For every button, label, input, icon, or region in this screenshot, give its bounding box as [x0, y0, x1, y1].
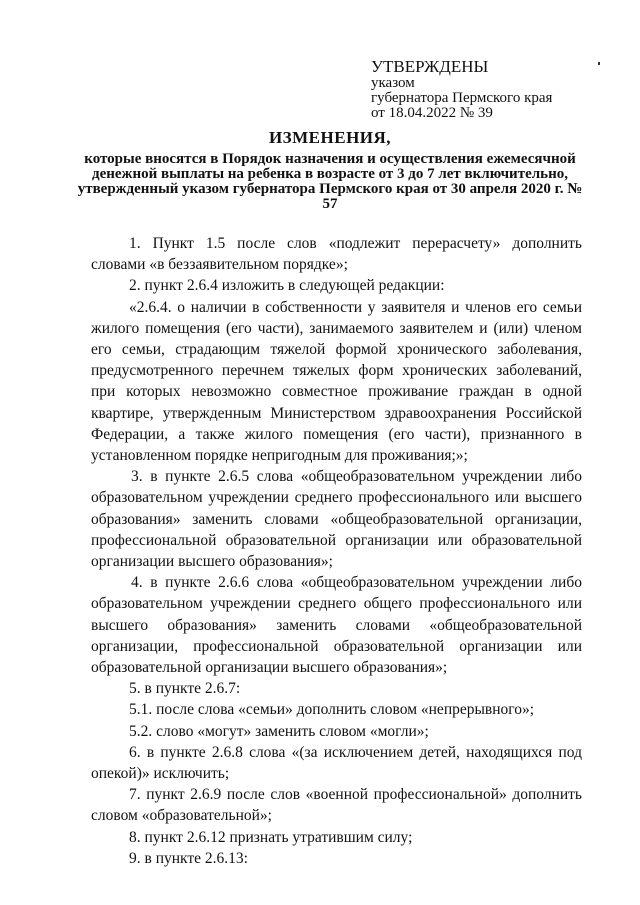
item-5: 5. в пункте 2.6.7: [129, 680, 241, 698]
approval-decree: указом [371, 75, 415, 91]
scan-speck [598, 62, 600, 65]
item-8: 8. пункт 2.6.12 признать утратившим силу; [129, 828, 413, 846]
approval-title: УТВЕРЖДЕНЫ [371, 57, 489, 76]
item-1: 1. Пункт 1.5 после слов «подлежит перерасчету» дополнить словами «в беззаявительном порядке»; [91, 235, 582, 274]
document-title: ИЗМЕНЕНИЯ, [268, 128, 392, 147]
item-7: 7. пункт 2.6.9 после слов «военной профессиональной» дополнить словом «образовательной»; [91, 786, 582, 825]
document-body [91, 233, 582, 869]
document-heading [70, 128, 590, 212]
item-3: 3. в пункте 2.6.5 слова «общеобразовательном учреждении либо образовательном учреждении среднего профессионального или высшего образования» заменить словами «общеобразовательной организации, профессиональной образовательной организации или образовательной организации высшего образования»; [91, 468, 582, 571]
item-2-quote: «2.6.4. о наличии в собственности у заявителя и членов его семьи жилого помещения (его части), занимаемого заявителем и (или) членом его семьи, страдающим тяжелой формой хронического заболевания, предусмотренного перечнем тяжелых форм хронических заболеваний, при которых невозможно совместное проживание граждан в одной квартире, утвержденным Министерством здравоохранения Российской Федерации, а также жилого помещения (его части), признанного в установленном порядке непригодным для проживания;»; [91, 298, 582, 465]
approval-governor: губернатора Пермского края [371, 90, 553, 106]
approval-stamp [371, 58, 552, 121]
item-9: 9. в пункте 2.6.13: [129, 849, 248, 867]
item-5-1: 5.1. после слова «семьи» дополнить словом «непрерывного»; [129, 701, 535, 719]
item-5-2: 5.2. слово «могут» заменить словом «могли»; [129, 722, 429, 740]
approval-date: от 18.04.2022 № 39 [371, 105, 493, 121]
item-6: 6. в пункте 2.6.8 слова «(за исключением детей, находящихся под опекой)» исключить; [91, 743, 582, 783]
item-2: 2. пункт 2.6.4 изложить в следующей редакции: [129, 277, 445, 295]
item-4: 4. в пункте 2.6.6 слова «общеобразовательном учреждении либо образовательном учреждении среднего общего профессионального или высшего образования» заменить словами «общеобразовательной организации, профессиональной образовательной организации или образовательной организации высшего образования»; [91, 574, 582, 677]
document-subtitle: которые вносятся в Порядок назначения и осуществления ежемесячной денежной выплаты на ребенка в возрасте от 3 до 7 лет включительно, утвержденный указом губернатора Пермского края от 30 апреля 2020 г. № 57 [77, 151, 583, 212]
